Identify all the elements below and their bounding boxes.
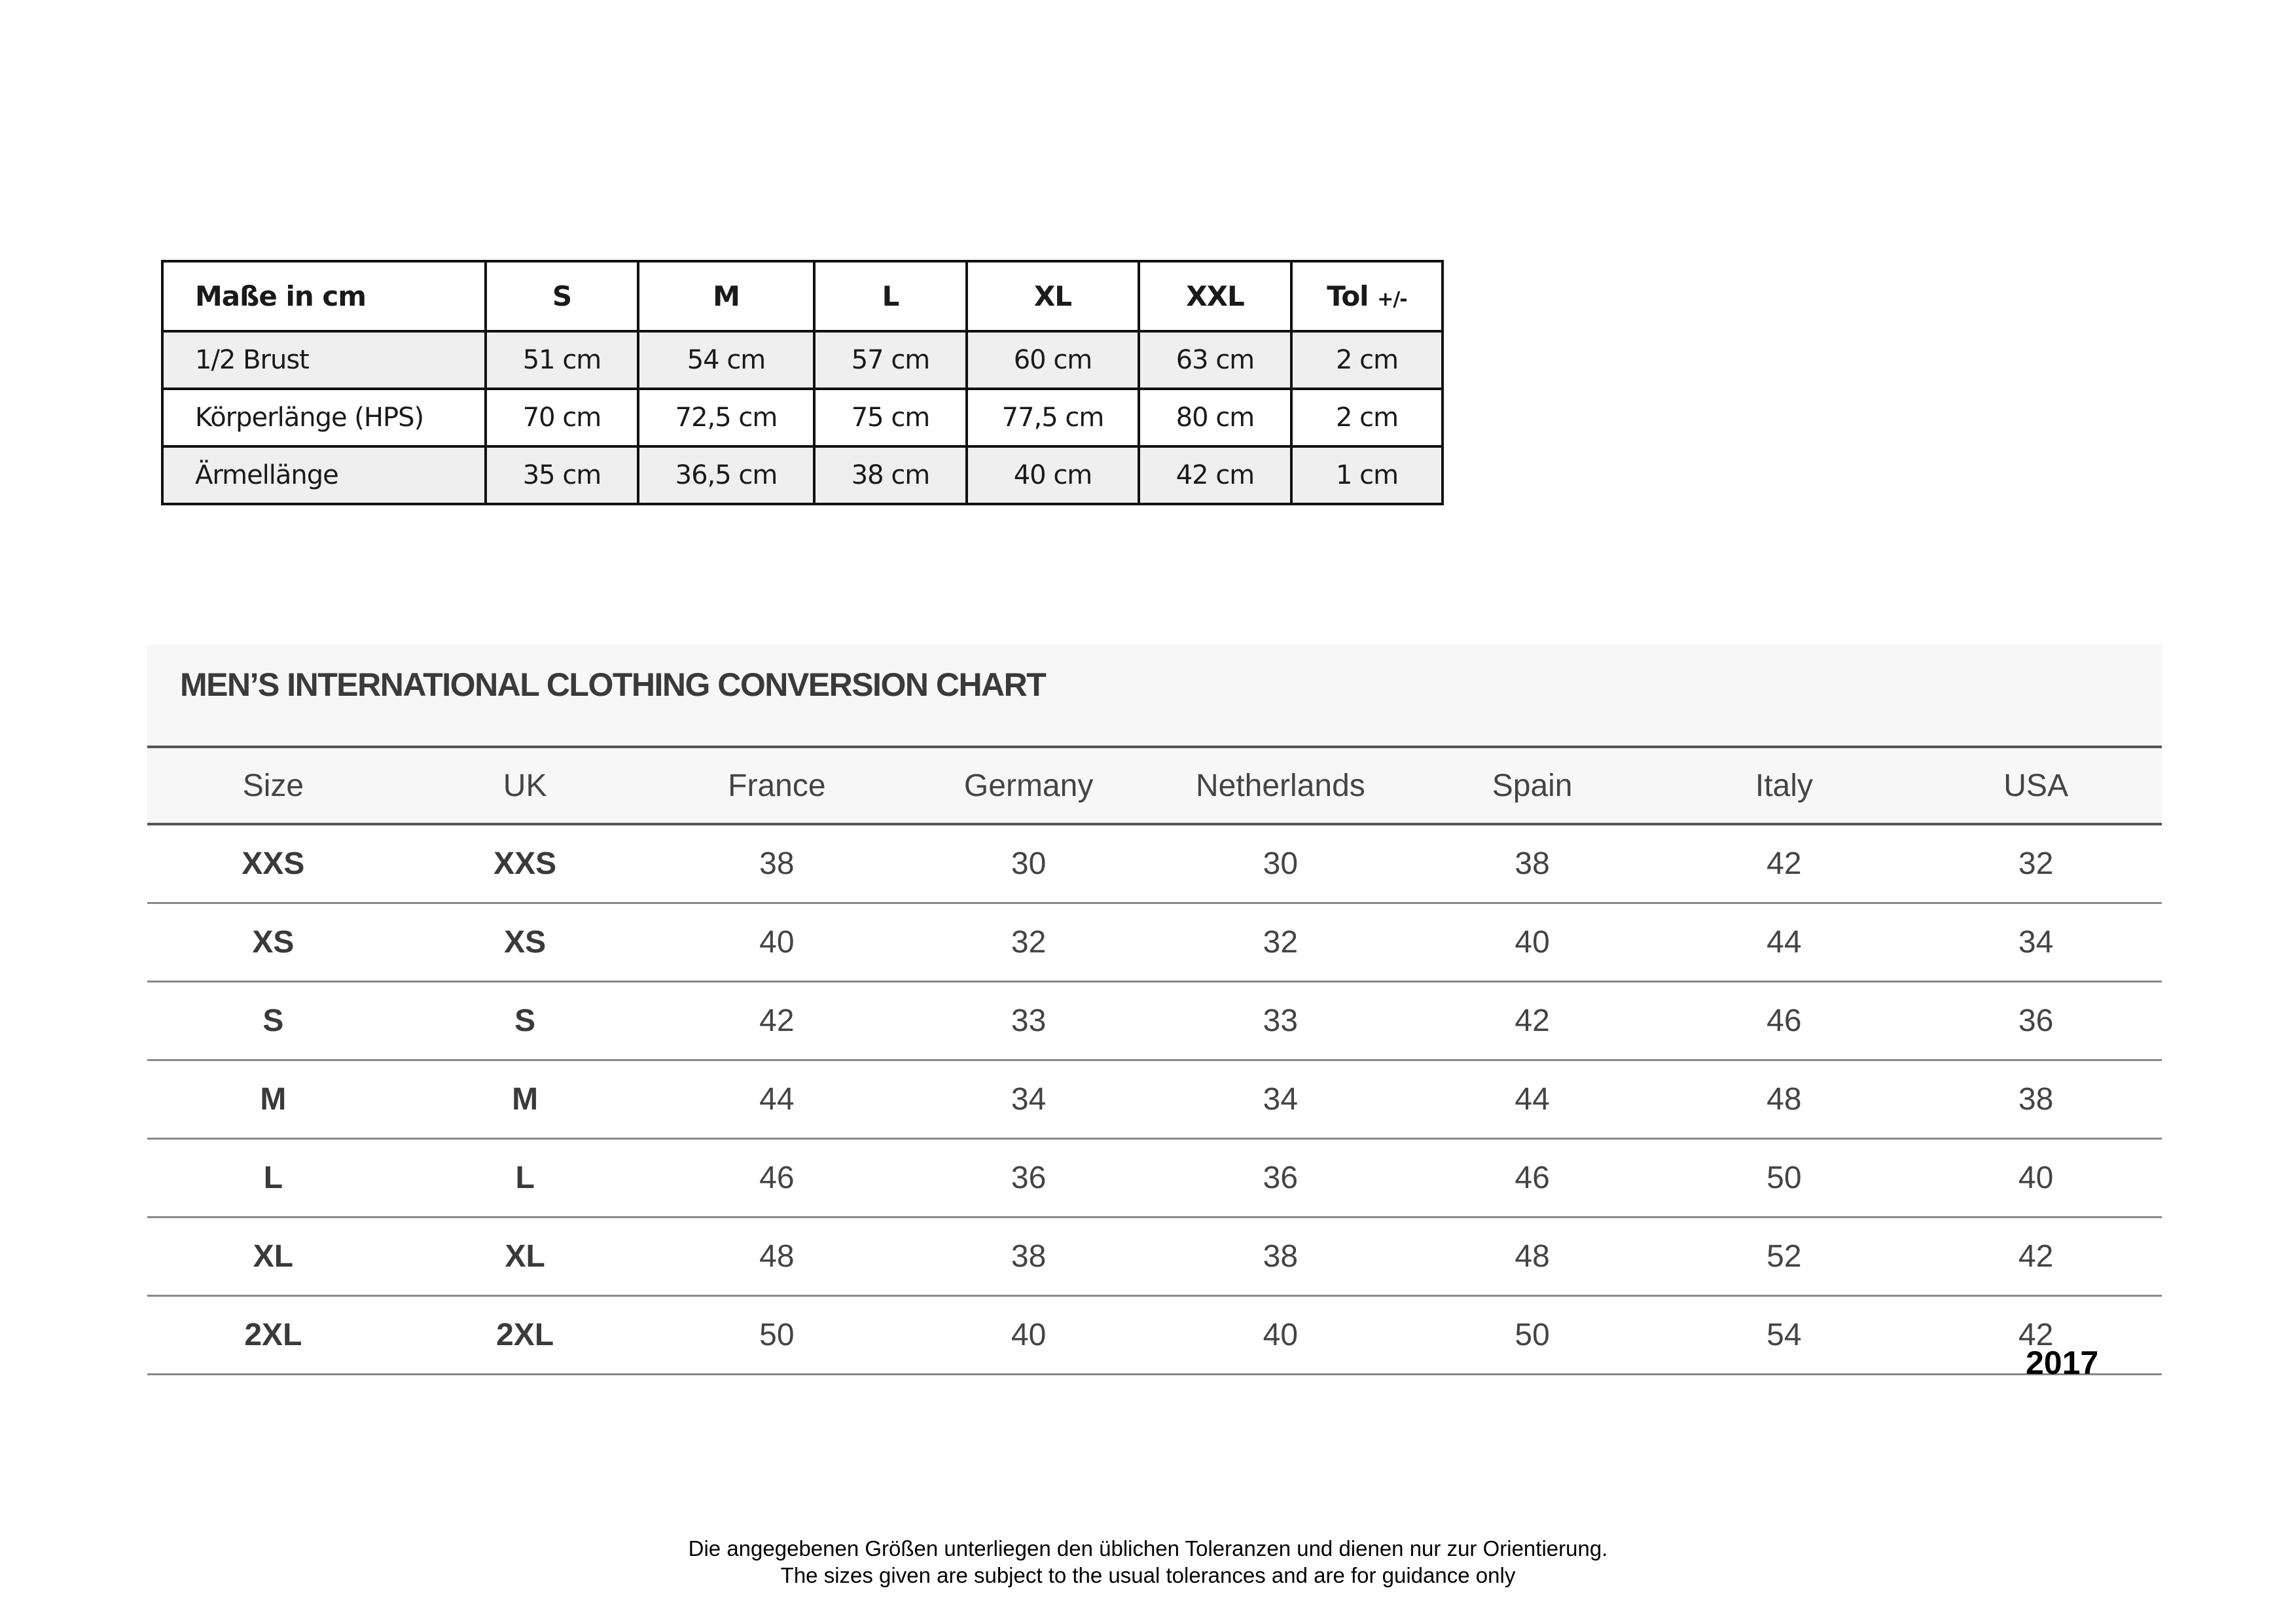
- header-cell-measure: Maße in cm: [162, 261, 486, 331]
- conversion-cell: XXS: [147, 824, 399, 903]
- conversion-cell: L: [399, 1139, 651, 1218]
- conversion-cell: 34: [1910, 903, 2162, 982]
- chart-title: MEN’S INTERNATIONAL CLOTHING CONVERSION CHART: [147, 645, 2162, 748]
- header-cell-xl: XL: [967, 261, 1139, 331]
- year-text: 2017: [2026, 1344, 2099, 1381]
- conversion-cell: 30: [903, 824, 1155, 903]
- conversion-cell: 40: [1910, 1139, 2162, 1218]
- header-cell-xxl: XXL: [1139, 261, 1291, 331]
- conversion-column-header: Size: [147, 748, 399, 824]
- measurement-row: [162, 331, 1443, 389]
- conversion-cell: 40: [1155, 1296, 1407, 1375]
- conversion-column-header: Netherlands: [1155, 748, 1407, 824]
- conversion-cell: 38: [1155, 1218, 1407, 1296]
- measurement-cell: 70 cm: [486, 389, 638, 446]
- conversion-cell: 48: [1659, 1060, 1910, 1139]
- conversion-cell: 46: [1407, 1139, 1659, 1218]
- conversion-cell: 42: [1407, 982, 1659, 1060]
- footer-note: [0, 1535, 2296, 1589]
- conversion-cell: 42: [1910, 1218, 2162, 1296]
- conversion-column-header: Spain: [1407, 748, 1659, 824]
- measurement-cell: 38 cm: [814, 446, 967, 504]
- conversion-row: [147, 982, 2162, 1060]
- conversion-cell: 33: [1155, 982, 1407, 1060]
- conversion-cell: 38: [651, 824, 903, 903]
- conversion-cell: 46: [651, 1139, 903, 1218]
- conversion-cell: 52: [1659, 1218, 1910, 1296]
- measurement-row-label: Körperlänge (HPS): [162, 389, 486, 446]
- measurement-cell: 60 cm: [967, 331, 1139, 389]
- conversion-row: [147, 1296, 2162, 1375]
- conversion-cell: L: [147, 1139, 399, 1218]
- measurement-cell: 2 cm: [1291, 331, 1443, 389]
- measurement-row-label: Ärmellänge: [162, 446, 486, 504]
- measurement-cell: 57 cm: [814, 331, 967, 389]
- conversion-cell: 34: [1155, 1060, 1407, 1139]
- measurement-cell: 40 cm: [967, 446, 1139, 504]
- conversion-cell: 40: [1407, 903, 1659, 982]
- measurement-cell: 51 cm: [486, 331, 638, 389]
- conversion-cell: 2XL: [399, 1296, 651, 1375]
- conversion-column-header: France: [651, 748, 903, 824]
- conversion-cell: S: [147, 982, 399, 1060]
- conversion-header-row: [147, 748, 2162, 824]
- measurement-row-label: 1/2 Brust: [162, 331, 486, 389]
- measurement-cell: 35 cm: [486, 446, 638, 504]
- conversion-cell: XS: [147, 903, 399, 982]
- header-cell-m: M: [638, 261, 814, 331]
- measurement-cell: 77,5 cm: [967, 389, 1139, 446]
- conversion-row: [147, 1218, 2162, 1296]
- conversion-column-header: Germany: [903, 748, 1155, 824]
- measurement-cell: 72,5 cm: [638, 389, 814, 446]
- measurement-cell: 75 cm: [814, 389, 967, 446]
- conversion-cell: 48: [651, 1218, 903, 1296]
- measurement-cell: 2 cm: [1291, 389, 1443, 446]
- conversion-cell: 44: [1659, 903, 1910, 982]
- conversion-cell: 38: [1910, 1060, 2162, 1139]
- conversion-column-header: UK: [399, 748, 651, 824]
- conversion-cell: 50: [1659, 1139, 1910, 1218]
- conversion-cell: 42: [1910, 1296, 2162, 1375]
- measurement-cell: 42 cm: [1139, 446, 1291, 504]
- footer-line-de: Die angegebenen Größen unterliegen den üblichen Toleranzen und dienen nur zur Orientierung.: [688, 1536, 1608, 1561]
- conversion-cell: XS: [399, 903, 651, 982]
- conversion-cell: 48: [1407, 1218, 1659, 1296]
- conversion-row: [147, 824, 2162, 903]
- conversion-chart: [147, 645, 2162, 1375]
- conversion-cell: M: [147, 1060, 399, 1139]
- conversion-cell: S: [399, 982, 651, 1060]
- conversion-cell: 46: [1659, 982, 1910, 1060]
- conversion-row: [147, 1139, 2162, 1218]
- footer-line-en: The sizes given are subject to the usual tolerances and are for guidance only: [780, 1563, 1516, 1587]
- conversion-cell: 38: [903, 1218, 1155, 1296]
- conversion-cell: 34: [903, 1060, 1155, 1139]
- conversion-cell: 36: [1155, 1139, 1407, 1218]
- header-cell-tol: [1291, 261, 1443, 331]
- conversion-table: [147, 748, 2162, 1375]
- conversion-cell: 42: [651, 982, 903, 1060]
- measurement-cell: 54 cm: [638, 331, 814, 389]
- conversion-cell: 32: [1155, 903, 1407, 982]
- conversion-cell: 32: [903, 903, 1155, 982]
- measurement-header-row: [162, 261, 1443, 331]
- conversion-cell: 40: [903, 1296, 1155, 1375]
- measurement-table: [161, 260, 1444, 505]
- conversion-row: [147, 903, 2162, 982]
- conversion-cell: 33: [903, 982, 1155, 1060]
- conversion-cell: XL: [147, 1218, 399, 1296]
- measurement-cell: 1 cm: [1291, 446, 1443, 504]
- measurement-cell: 63 cm: [1139, 331, 1291, 389]
- header-cell-s: S: [486, 261, 638, 331]
- conversion-cell: 2XL: [147, 1296, 399, 1375]
- conversion-cell: XL: [399, 1218, 651, 1296]
- conversion-column-header: Italy: [1659, 748, 1910, 824]
- year-fragment: [2026, 1344, 2117, 1381]
- conversion-cell: 40: [651, 903, 903, 982]
- conversion-cell: 38: [1407, 824, 1659, 903]
- conversion-cell: 32: [1910, 824, 2162, 903]
- conversion-cell: 44: [651, 1060, 903, 1139]
- tol-suffix: +/-: [1377, 288, 1407, 311]
- conversion-cell: 36: [1910, 982, 2162, 1060]
- conversion-cell: 44: [1407, 1060, 1659, 1139]
- measurement-cell: 36,5 cm: [638, 446, 814, 504]
- conversion-column-header: USA: [1910, 748, 2162, 824]
- conversion-cell: 42: [1659, 824, 1910, 903]
- conversion-cell: 54: [1659, 1296, 1910, 1375]
- conversion-cell: XXS: [399, 824, 651, 903]
- conversion-cell: 50: [1407, 1296, 1659, 1375]
- conversion-cell: 30: [1155, 824, 1407, 903]
- conversion-cell: 50: [651, 1296, 903, 1375]
- conversion-cell: 36: [903, 1139, 1155, 1218]
- measurement-cell: 80 cm: [1139, 389, 1291, 446]
- conversion-cell: M: [399, 1060, 651, 1139]
- measurement-row: [162, 389, 1443, 446]
- conversion-row: [147, 1060, 2162, 1139]
- measurement-row: [162, 446, 1443, 504]
- header-cell-l: L: [814, 261, 967, 331]
- tol-label: Tol: [1327, 280, 1369, 312]
